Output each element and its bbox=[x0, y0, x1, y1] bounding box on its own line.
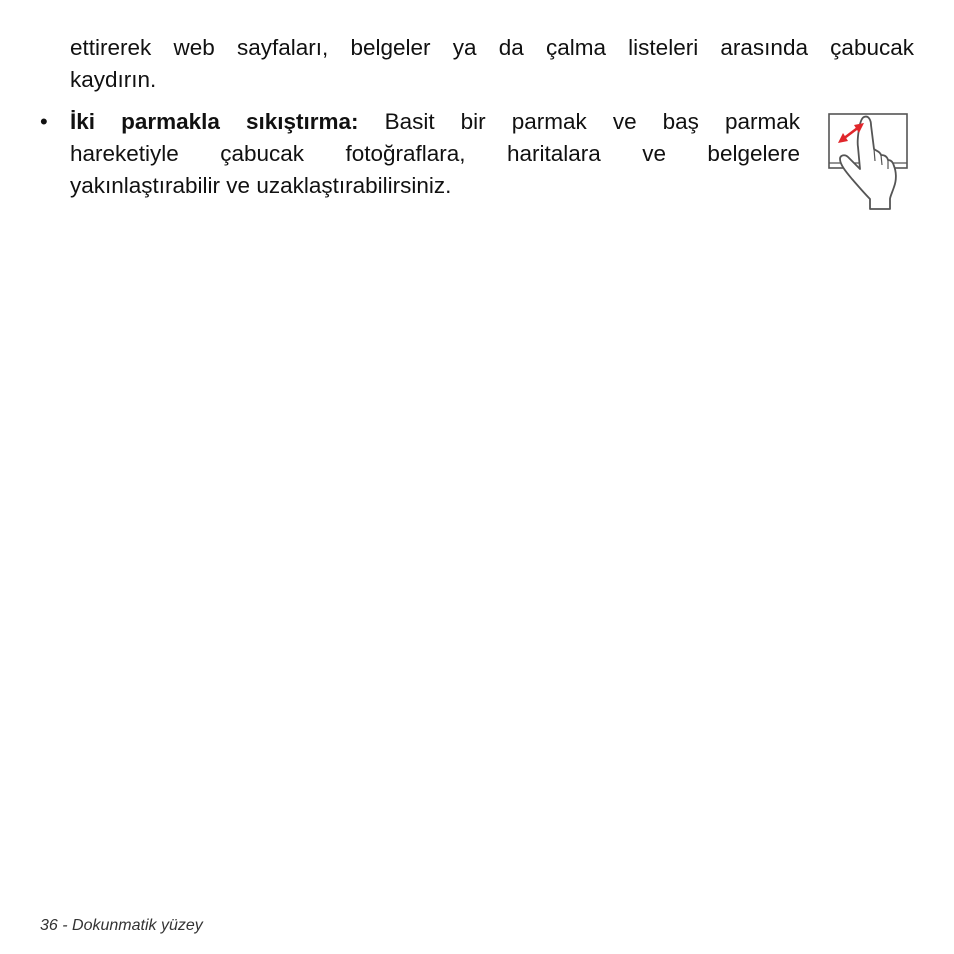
bullet-line bbox=[70, 106, 800, 138]
bullet-marker: • bbox=[40, 109, 48, 134]
paragraph-line: kaydırın. bbox=[70, 67, 157, 92]
gesture-term: İki parmakla sıkıştırma: bbox=[70, 109, 359, 134]
page-footer: 36 - Dokunmatik yüzey bbox=[40, 917, 203, 934]
paragraph-line: ettirerek web sayfaları, belgeler ya da çalma listeleri arasında çabucak bbox=[70, 35, 914, 60]
bullet-line-text: Basit bir parmak ve baş parmak bbox=[358, 109, 801, 134]
pinch-gesture-icon bbox=[826, 111, 910, 213]
body-paragraph bbox=[70, 32, 914, 96]
bullet-paragraph bbox=[70, 106, 800, 202]
bullet-line: yakınlaştırabilir ve uzaklaştırabilirsiniz. bbox=[70, 173, 452, 198]
bullet-line: hareketiyle çabucak fotoğraflara, haritalara ve belgelere bbox=[70, 141, 800, 166]
